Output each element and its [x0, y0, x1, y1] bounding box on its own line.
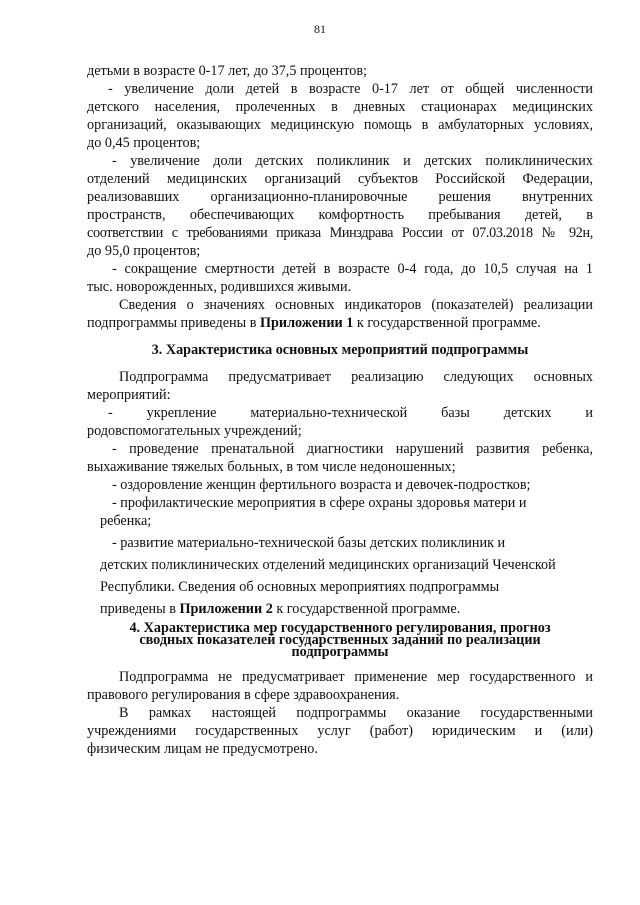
section-4-heading-line-3: подпрограммы	[291, 644, 389, 660]
text-line: В рамках настоящей подпрограммы оказание государственными	[119, 705, 593, 721]
text-line	[87, 314, 593, 332]
text-line: детских поликлинических отделений медицинских организаций Чеченской	[100, 557, 556, 573]
text-line: - сокращение смертности детей в возрасте 0-4 года, до 10,5 случая на 1	[112, 261, 593, 277]
text-line: до 95,0 процентов;	[87, 243, 201, 259]
text-run: приведены в	[100, 601, 180, 617]
text-line: организаций, оказывающих медицинскую помощь в амбулаторных условиях,	[87, 117, 593, 133]
text-run: подпрограммы приведены в	[87, 315, 260, 331]
text-line: правового регулирования в сфере здравоохранения.	[87, 687, 400, 703]
page-number: 81	[314, 22, 326, 36]
text-run: к государственной программе.	[353, 315, 541, 331]
text-line: - увеличение доли детских поликлиник и детских поликлинических	[112, 153, 593, 169]
text-line: отделений медицинских организаций субъектов Российской Федерации,	[87, 171, 593, 187]
text-line: Подпрограмма не предусматривает применение мер государственного и	[119, 669, 593, 685]
text-line: - профилактические мероприятия в сфере охраны здоровья матери и	[112, 495, 527, 511]
text-line: соответствии с требованиями приказа Минздрава России от 07.03.2018 № 92н,	[87, 225, 593, 241]
appendix-2-reference: Приложении 2	[179, 601, 273, 617]
text-line: до 0,45 процентов;	[87, 135, 201, 151]
text-line: детского населения, пролеченных в дневных стационарах медицинских	[87, 99, 593, 115]
text-line: мероприятий:	[87, 387, 171, 403]
section-3-heading: 3. Характеристика основных мероприятий подпрограммы	[151, 342, 529, 358]
text-line: - оздоровление женщин фертильного возраста и девочек-подростков;	[112, 477, 531, 493]
text-line: Республики. Сведения об основных мероприятиях подпрограммы	[100, 579, 500, 595]
text-run: к государственной программе.	[272, 601, 461, 617]
text-line: реализовавших организационно-планировочные решения внутренних	[87, 189, 593, 205]
text-line: детьми в возрасте 0-17 лет, до 37,5 процентов;	[87, 63, 367, 79]
text-line: - укрепление материально-технической базы детских и	[108, 405, 593, 421]
text-line: - увеличение доли детей в возрасте 0-17 лет от общей численности	[108, 81, 593, 97]
text-line: родовспомогательных учреждений;	[87, 423, 302, 439]
text-line: тыс. новорожденных, родившихся живыми.	[87, 279, 352, 295]
text-line: ребенка;	[100, 513, 152, 529]
text-line: учреждениями государственных услуг (работ) юридическим и (или)	[87, 723, 593, 739]
appendix-1-reference: Приложении 1	[259, 315, 354, 331]
text-line: выхаживание тяжелых больных, в том числе недоношенных;	[87, 459, 456, 475]
text-line: пространств, обеспечивающих комфортность пребывания детей, в	[87, 207, 593, 223]
text-line: - проведение пренатальной диагностики нарушений развития ребенка,	[112, 441, 593, 457]
text-line: Подпрограмма предусматривает реализацию следующих основных	[119, 369, 593, 385]
section-4-heading-line-2: сводных показателей государственных заданий по реализации	[139, 632, 541, 648]
text-line: - развитие материально-технической базы детских поликлиник и	[112, 535, 506, 551]
section-4-heading-line-1: 4. Характеристика мер государственного регулирования, прогноз	[129, 620, 551, 636]
text-line: Сведения о значениях основных индикаторов (показателей) реализации	[119, 297, 593, 313]
text-line	[100, 600, 606, 618]
text-line: физическим лицам не предусмотрено.	[87, 741, 318, 757]
